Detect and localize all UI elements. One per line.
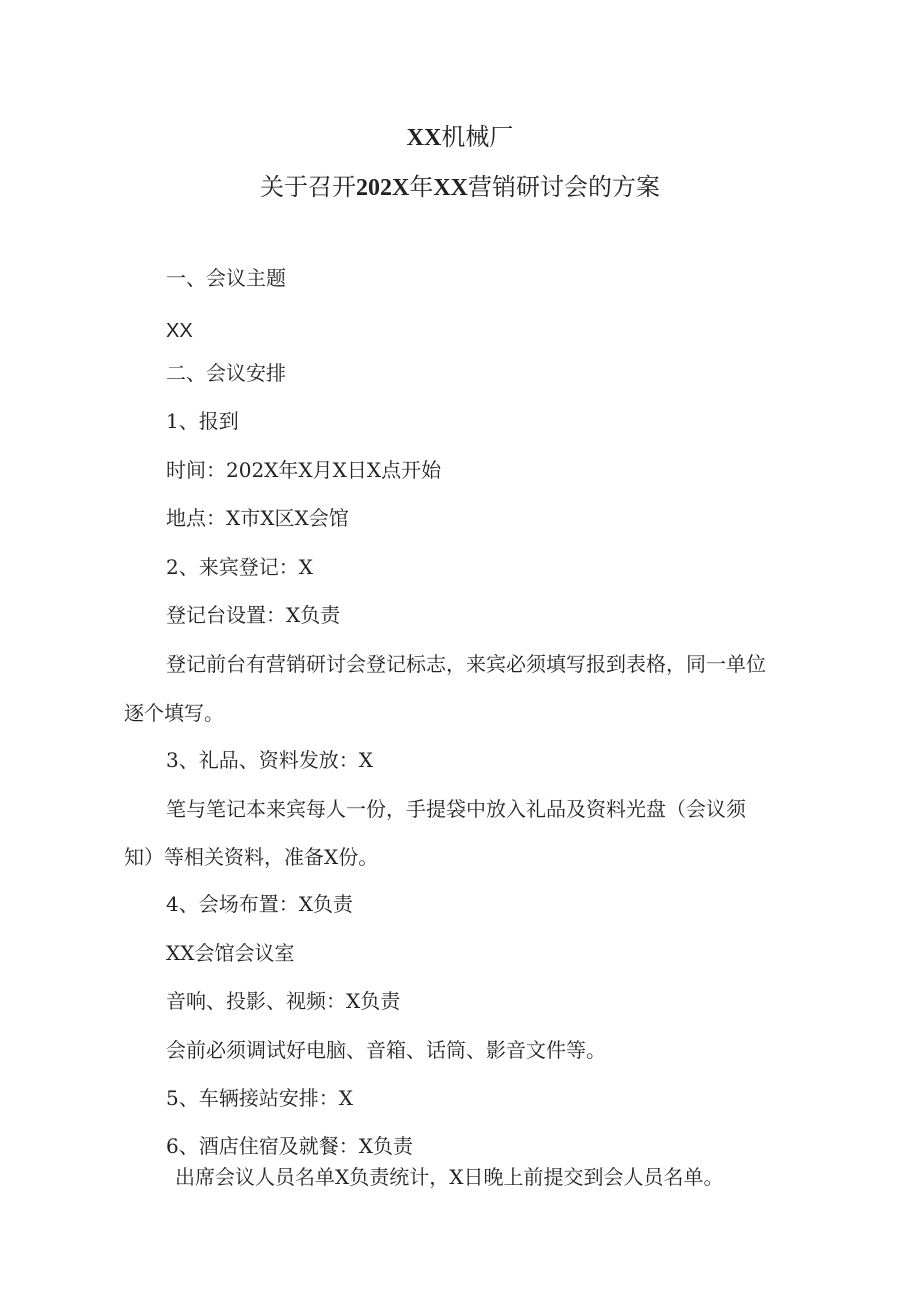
checkin-location: 地点：X市X区X会馆 xyxy=(166,506,349,530)
item-heading-gifts: 3、礼品、资料发放：X xyxy=(166,748,373,772)
title-bold-xx: XX xyxy=(406,125,442,151)
venue-av-note: 会前必须调试好电脑、音箱、话筒、影音文件等。 xyxy=(166,1038,606,1062)
venue-av: 音响、投影、视频：X负责 xyxy=(166,989,401,1013)
item-heading-transport: 5、车辆接站安排：X xyxy=(166,1086,353,1110)
item-heading-registration: 2、来宾登记：X xyxy=(166,555,313,579)
checkin-time: 时间：202X年X月X日X点开始 xyxy=(166,458,442,482)
title-part-1: 关于召开 xyxy=(259,173,356,201)
item-heading-hotel: 6、酒店住宿及就餐：X负责 xyxy=(166,1134,413,1158)
item-heading-venue: 4、会场布置：X负责 xyxy=(166,892,353,916)
topic-value: XX xyxy=(166,320,193,342)
section-heading-topic: 一、会议主题 xyxy=(166,266,286,290)
section-heading-arrangement: 二、会议安排 xyxy=(166,361,286,385)
registration-desk: 登记台设置：X负责 xyxy=(166,603,341,627)
item-heading-checkin: 1、报到 xyxy=(166,409,239,433)
doc-title-line-2 xyxy=(0,172,920,203)
gifts-paragraph-line-2: 知）等相关资料，准备X份。 xyxy=(124,845,379,869)
registration-paragraph-line-1: 登记前台有营销研讨会登记标志，来宾必须填写报到表格，同一单位 xyxy=(166,652,766,676)
title-bold-year: 202X xyxy=(355,175,410,201)
title-bold-xx-2: XX xyxy=(433,175,468,201)
gifts-paragraph-line-1: 笔与笔记本来宾每人一份，手提袋中放入礼品及资料光盘（会议须 xyxy=(166,797,746,821)
doc-title-line-1 xyxy=(0,122,920,153)
hotel-attendee-note: 出席会议人员名单X负责统计，X日晚上前提交到会人员名单。 xyxy=(175,1165,724,1189)
registration-paragraph-line-2: 逐个填写。 xyxy=(124,701,224,725)
title-part-3: 营销研讨会的方案 xyxy=(468,173,660,201)
venue-room: XX会馆会议室 xyxy=(166,941,295,965)
title-part-2: 年 xyxy=(409,173,434,201)
title-factory: 机械厂 xyxy=(441,123,514,151)
